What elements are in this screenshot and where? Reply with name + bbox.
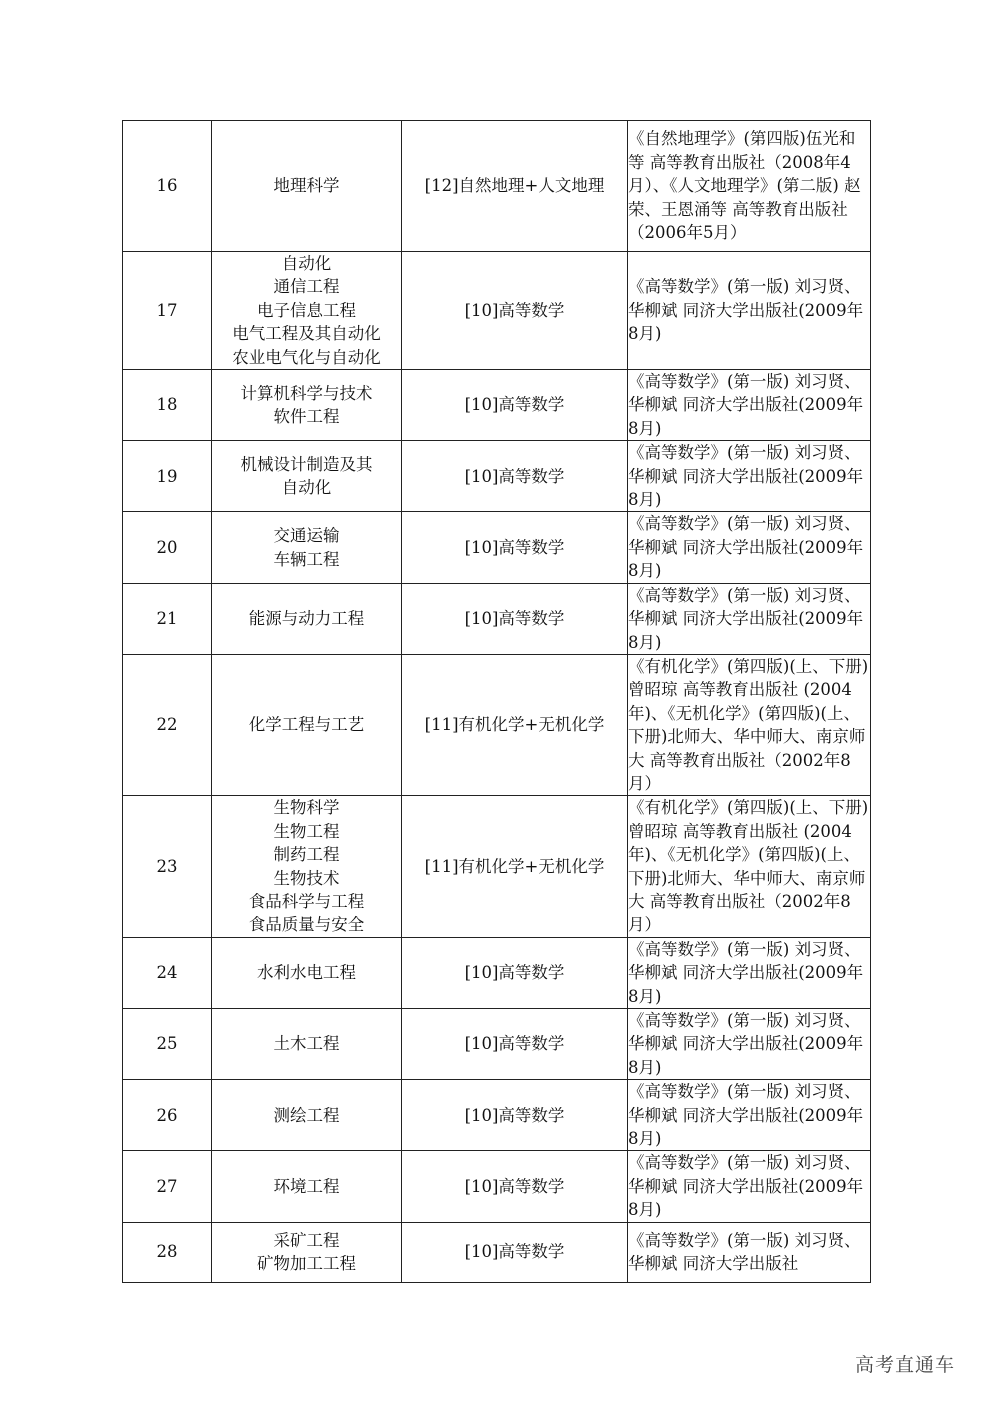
table-row (123, 1009, 871, 1080)
table-row (123, 370, 871, 441)
reference-book: 《有机化学》(第四版)(上、下册)曾昭琼 高等教育出版社 (2004年)、《无机化学》(第四版)(上、下册)北师大、华中师大、南京师大 高等教育出版社（2002年8月） (628, 654, 871, 795)
major-cell (212, 583, 402, 654)
major-cell (212, 937, 402, 1008)
exam-subject: [10]高等数学 (402, 370, 628, 441)
row-number: 23 (123, 796, 212, 937)
row-number: 24 (123, 937, 212, 1008)
table-row (123, 796, 871, 937)
major-name: 采矿工程 (273, 1230, 340, 1250)
row-number: 19 (123, 441, 212, 512)
exam-subject: [10]高等数学 (402, 1080, 628, 1151)
row-number: 18 (123, 370, 212, 441)
reference-book: 《高等数学》(第一版) 刘习贤、华柳斌 同济大学出版社(2009年8月) (628, 937, 871, 1008)
exam-subject: [11]有机化学+无机化学 (402, 654, 628, 795)
watermark-text: 高考直通车 (855, 1354, 956, 1376)
table-row (123, 441, 871, 512)
exam-subject: [10]高等数学 (402, 252, 628, 370)
table-row (123, 654, 871, 795)
row-number: 28 (123, 1222, 212, 1282)
major-cell (212, 252, 402, 370)
exam-subject: [11]有机化学+无机化学 (402, 796, 628, 937)
exam-subject: [10]高等数学 (402, 512, 628, 583)
exam-subject: [10]高等数学 (402, 1222, 628, 1282)
major-name: 车辆工程 (273, 549, 340, 569)
major-name: 电气工程及其自动化 (232, 324, 381, 344)
major-name: 环境工程 (273, 1176, 340, 1196)
table-row (123, 121, 871, 252)
major-name: 自动化 (281, 478, 332, 498)
reference-book: 《高等数学》(第一版) 刘习贤、华柳斌 同济大学出版社 (628, 1222, 871, 1282)
major-cell (212, 1080, 402, 1151)
major-name: 食品科学与工程 (248, 891, 365, 911)
row-number: 26 (123, 1080, 212, 1151)
reference-book: 《有机化学》(第四版)(上、下册)曾昭琼 高等教育出版社 (2004年)、《无机化学》(第四版)(上、下册)北师大、华中师大、南京师大 高等教育出版社（2002年8月） (628, 796, 871, 937)
major-cell (212, 370, 402, 441)
major-cell (212, 1009, 402, 1080)
row-number: 17 (123, 252, 212, 370)
major-name: 地理科学 (273, 176, 340, 196)
reference-book: 《高等数学》(第一版) 刘习贤、华柳斌 同济大学出版社(2009年8月) (628, 370, 871, 441)
major-name: 生物技术 (273, 868, 340, 888)
major-name: 矿物加工工程 (257, 1254, 356, 1274)
major-name: 水利水电工程 (257, 963, 356, 983)
table-row (123, 1151, 871, 1222)
major-cell (212, 441, 402, 512)
major-name: 测绘工程 (273, 1105, 340, 1125)
major-name: 生物工程 (273, 821, 340, 841)
table-row (123, 512, 871, 583)
reference-book: 《高等数学》(第一版) 刘习贤、华柳斌 同济大学出版社(2009年8月) (628, 583, 871, 654)
reference-book: 《高等数学》(第一版) 刘习贤、华柳斌 同济大学出版社(2009年8月) (628, 1151, 871, 1222)
exam-subject: [10]高等数学 (402, 441, 628, 512)
row-number: 25 (123, 1009, 212, 1080)
major-cell (212, 654, 402, 795)
reference-book: 《高等数学》(第一版) 刘习贤、华柳斌 同济大学出版社(2009年8月) (628, 1080, 871, 1151)
reference-book: 《高等数学》(第一版) 刘习贤、华柳斌 同济大学出版社(2009年8月) (628, 512, 871, 583)
table-row (123, 583, 871, 654)
major-name: 自动化 (281, 254, 332, 273)
major-name: 能源与动力工程 (248, 609, 365, 629)
reference-book: 《自然地理学》(第四版)伍光和等 高等教育出版社（2008年4月）、《人文地理学》(第二版) 赵荣、王恩涌等 高等教育出版社（2006年5月） (628, 121, 871, 252)
row-number: 16 (123, 121, 212, 252)
major-name: 交通运输 (273, 526, 340, 546)
major-cell (212, 512, 402, 583)
row-number: 20 (123, 512, 212, 583)
exam-subject: [10]高等数学 (402, 1151, 628, 1222)
exam-subject: [10]高等数学 (402, 583, 628, 654)
reference-book: 《高等数学》(第一版) 刘习贤、华柳斌 同济大学出版社(2009年8月) (628, 252, 871, 370)
row-number: 27 (123, 1151, 212, 1222)
major-name: 食品质量与安全 (248, 915, 365, 935)
table-body (123, 121, 871, 1283)
syllabus-table (122, 120, 871, 1283)
major-name: 土木工程 (273, 1034, 340, 1054)
exam-subject: [12]自然地理+人文地理 (402, 121, 628, 252)
major-name: 生物科学 (273, 798, 340, 818)
reference-book: 《高等数学》(第一版) 刘习贤、华柳斌 同济大学出版社(2009年8月) (628, 1009, 871, 1080)
major-name: 计算机科学与技术 (240, 383, 373, 403)
major-name: 农业电气化与自动化 (232, 347, 381, 367)
exam-subject: [10]高等数学 (402, 937, 628, 1008)
reference-book: 《高等数学》(第一版) 刘习贤、华柳斌 同济大学出版社(2009年8月) (628, 441, 871, 512)
major-cell (212, 796, 402, 937)
table-row (123, 937, 871, 1008)
major-cell (212, 121, 402, 252)
major-name: 软件工程 (273, 407, 340, 427)
table-row (123, 1080, 871, 1151)
exam-subject: [10]高等数学 (402, 1009, 628, 1080)
table-row (123, 1222, 871, 1282)
major-name: 通信工程 (273, 277, 340, 297)
table-row (123, 252, 871, 370)
row-number: 21 (123, 583, 212, 654)
major-name: 制药工程 (273, 845, 340, 865)
major-cell (212, 1151, 402, 1222)
major-cell (212, 1222, 402, 1282)
major-name: 化学工程与工艺 (248, 715, 365, 735)
row-number: 22 (123, 654, 212, 795)
major-name: 机械设计制造及其 (240, 454, 373, 474)
major-name: 电子信息工程 (257, 300, 356, 320)
